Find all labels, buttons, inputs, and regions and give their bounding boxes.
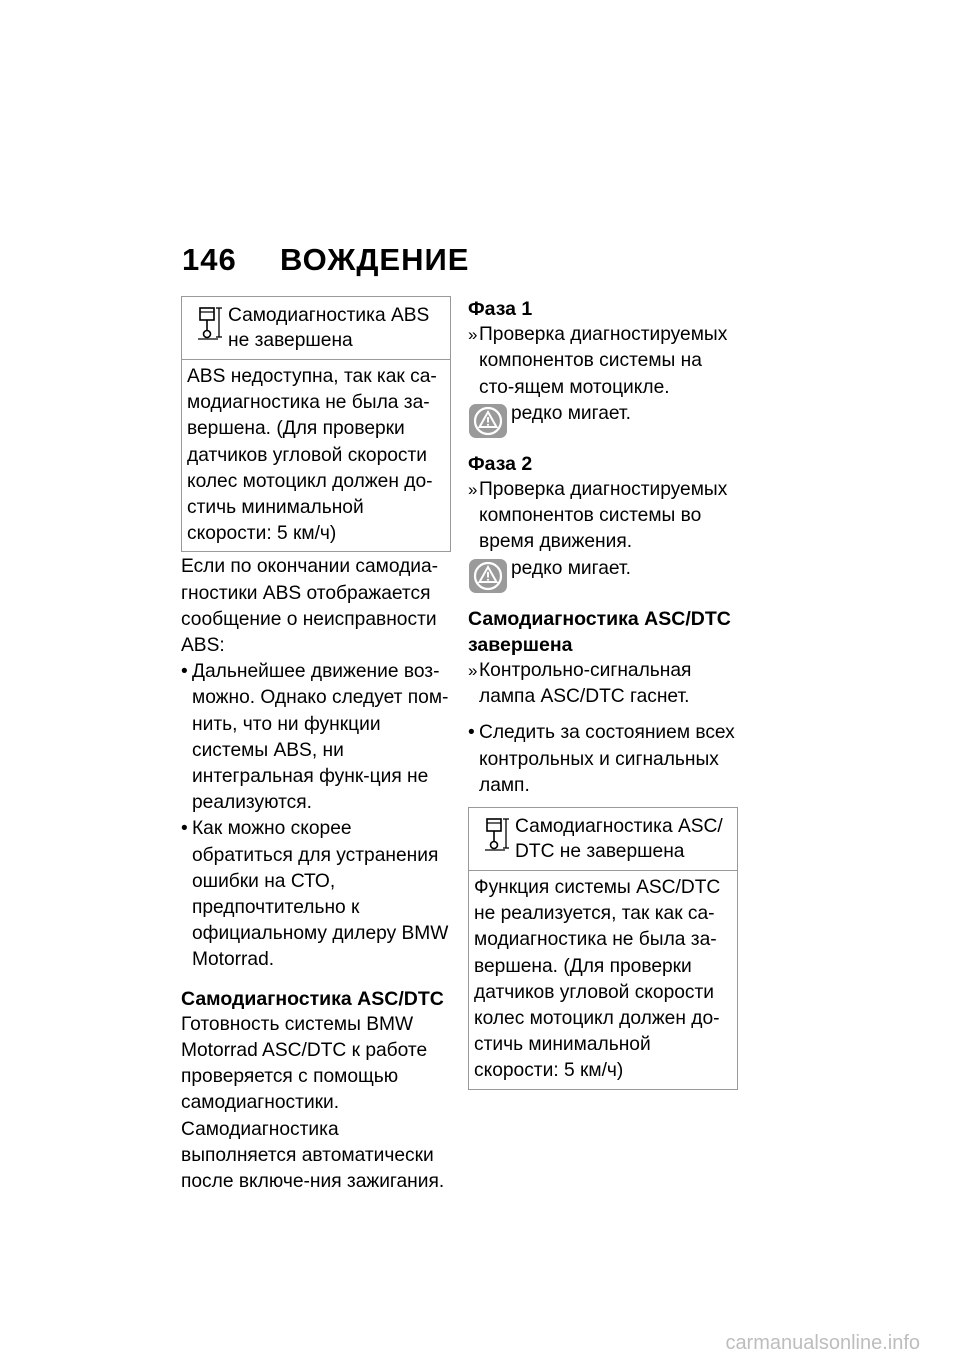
phase-heading: Фаза 1 [468,298,533,320]
section-heading: Самодиагностика ASC/DTC завершена [468,607,731,656]
warning-triangle-icon [468,403,508,439]
warning-text: редко мигает. [511,557,631,579]
paragraph: Готовность системы BMW Motorrad ASC/DTC к работе проверяется с помощью самодиагностики. Самодиагностика выполняется автоматически после включе-ния зажигания. [181,1013,445,1193]
left-column [181,296,451,1195]
step-text: Проверка диагностируемых компонентов системы на сто-ящем мотоцикле. [479,324,728,398]
arrow-marker: » [468,325,478,345]
arrow-marker: » [468,661,478,681]
paragraph: Если по окончании самодиа-гностики ABS отображается сообщение о неисправности ABS: [181,556,439,657]
abs-selfdiag-note-box [181,296,451,552]
list-item-text: Как можно скорее обратиться для устранения ошибки на СТО, предпочтительно к официальному дилеру BMW Motorrad. [192,818,449,971]
piston-gauge-icon [475,814,515,862]
bullet-marker: • [181,818,188,840]
list-item-text: Следить за состоянием всех контрольных и сигнальных ламп. [479,722,735,796]
page-header [182,242,469,278]
bullet-marker: • [468,722,475,744]
list-item [181,659,451,816]
section-heading: Самодиагностика ASC/DTC [181,987,444,1010]
list-item-text: Дальнейшее движение воз-можно. Однако следует пом-нить, что ни функции системы ABS, ни интегральная функ-ция не реализуются. [192,661,449,814]
piston-gauge-icon [188,303,228,351]
step-item [468,322,738,401]
bullet-marker: • [181,661,188,683]
note-box-body: Функция системы ASC/DTC не реализуется, так как са-модиагностика не была за-вершена. (Для проверки датчиков угловой скорости колес мотоцикл должен до-стичь минимальной скорости: 5 км/ч) [474,877,721,1082]
page-number: 146 [182,242,237,277]
note-box-title: Самодиагностика ASC/ DTC не завершена [515,816,723,863]
list-item [468,720,738,799]
step-text: Проверка диагностируемых компонентов системы во время движения. [479,479,728,553]
section-title: ВОЖДЕНИЕ [280,242,470,277]
arrow-marker: » [468,480,478,500]
warning-text: редко мигает. [511,402,631,424]
step-item [468,477,738,556]
list-item [181,816,451,973]
asc-dtc-selfdiag-note-box [468,807,738,1090]
note-box-header [469,808,737,871]
warning-line [468,401,738,439]
note-box-header [182,297,450,360]
phase-heading: Фаза 2 [468,452,533,475]
right-column [468,296,738,1092]
warning-line [468,556,738,594]
note-box-body: ABS недоступна, так как са-модиагностика не была за-вершена. (Для проверки датчиков угловой скорости колес мотоцикл должен до-стичь минимальной скорости: 5 км/ч) [187,366,437,545]
warning-triangle-icon [468,558,508,594]
step-item [468,658,738,710]
step-text: Контрольно-сигнальная лампа ASC/DTC гаснет. [479,660,692,708]
note-box-title: Самодиагностика ABS не завершена [228,305,430,351]
watermark: carmanualsonline.info [725,1332,920,1354]
